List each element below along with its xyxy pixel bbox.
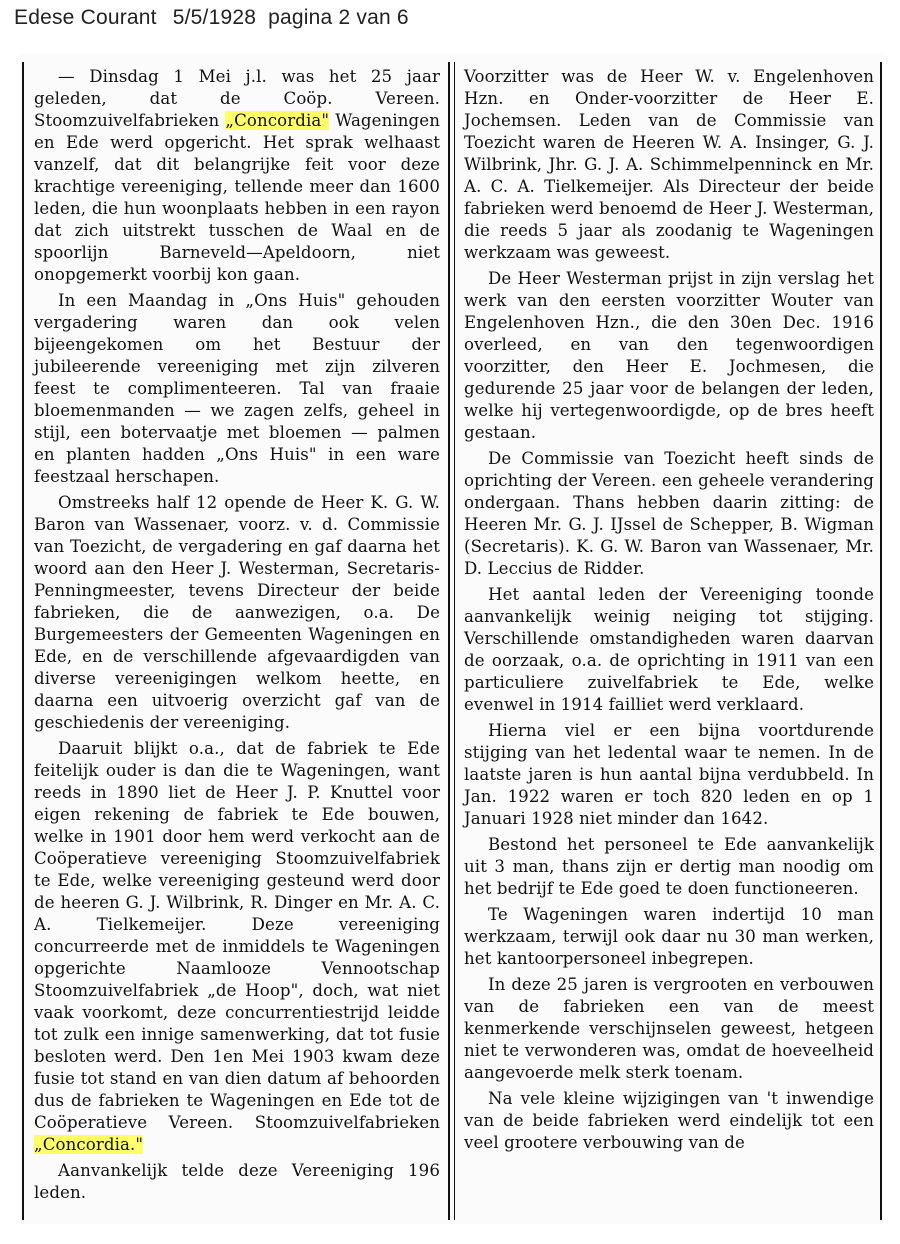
article-paragraph (34, 290, 440, 488)
paragraph-text: Na vele kleine wijzigingen van 't inwendige van de beide fabrieken werd eindelijk tot een veel grootere verbouwing van de (464, 1089, 874, 1152)
paragraph-text: Wageningen en Ede werd opgericht. Het sprak welhaast vanzelf, dat dit belangrijke feit voor deze krachtige vereeniging, tellende meer dan 1600 leden, die hun woonplaats hebben in een rayon dat zich uitstrekt tusschen de Waal en de spoorlijn Barneveld—Apeldoorn, niet onopgemerkt voorbij kon gaan. (34, 111, 440, 284)
center-column-rule-thin (454, 62, 455, 1220)
paragraph-text: In een Maandag in „Ons Huis" gehouden vergadering waren dan ook velen bijeengekomen om het Bestuur der jubileerende vereeniging met zijn zilveren feest te complimenteeren. Tal van fraaie bloemenmanden — we zagen zelfs, geheel in stijl, een botervaatje met bloemen — palmen en planten hadden „Ons Huis" in een ware feestzaal herschapen. (34, 291, 440, 486)
paragraph-text: In deze 25 jaren is vergrooten en verbouwen van de fabrieken een van de meest kenmerkende verschijnselen geweest, hetgeen niet te verwonderen was, omdat de hoeveelheid aangevoerde melk sterk toenam. (464, 975, 874, 1082)
article-paragraph (34, 1160, 440, 1204)
center-column-rule (448, 62, 450, 1220)
paragraph-text: Bestond het personeel te Ede aanvankelijk uit 3 man, thans zijn er dertig man noodig om het bedrijf te Ede goed te doen functioneeren. (464, 835, 874, 898)
newspaper-title: Edese Courant (14, 6, 157, 29)
paragraph-text: Hierna viel er een bijna voortdurende stijging van het ledental waar te nemen. In de laatste jaren is hun aantal bijna verdubbeld. In Jan. 1922 waren er toch 820 leden en op 1 Januari 1928 niet minder dan 1642. (464, 721, 874, 828)
article-paragraph (464, 66, 874, 264)
article-paragraph (34, 66, 440, 286)
paragraph-text: Voorzitter was de Heer W. v. Engelenhoven Hzn. en Onder-voorzitter de Heer E. Jochemsen. Leden van de Commissie van Toezicht waren de Heeren W. A. Insinger, G. J. Wilbrink, Jhr. G. J. A. Schimmelpenninck en Mr. A. C. A. Tielkemeijer. Als Directeur der beide fabrieken werd benoemd de Heer J. Westerman, die reeds 5 jaar als zoodanig te Wageningen werkzaam was geweest. (464, 67, 874, 262)
article-paragraph (464, 448, 874, 580)
article-paragraph (464, 974, 874, 1084)
publication-date: 5/5/1928 (172, 6, 257, 29)
page-indicator: pagina 2 van 6 (268, 6, 409, 29)
paragraph-text: Aanvankelijk telde deze Vereeniging 196 leden. (34, 1161, 440, 1202)
article-paragraph (464, 834, 874, 900)
article-paragraph (464, 904, 874, 970)
article-paragraph (464, 720, 874, 830)
paragraph-text: Het aantal leden der Vereeniging toonde aanvankelijk weinig neiging tot stijging. Verschillende omstandigheden waren daarvan de oorzaak, o.a. de oprichting in 1911 van een particuliere zuivelfabriek te Ede, welke evenwel in 1914 failliet werd verklaard. (464, 585, 874, 714)
article-paragraph (464, 1088, 874, 1154)
highlighted-term: „Concordia" (225, 111, 330, 130)
article-paragraph (464, 584, 874, 716)
article-paragraph (464, 268, 874, 444)
paragraph-text: Daaruit blijkt o.a., dat de fabriek te Ede feitelijk ouder is dan die te Wageningen, want reeds in 1890 liet de Heer J. P. Knuttel voor eigen rekening de fabriek te Ede bouwen, welke in 1901 door hem werd verkocht aan de Coöperatieve vereeniging Stoomzuivelfabriek te Ede, welke vereeniging gesteund werd door de heeren G. J. Wilbrink, R. Dinger en Mr. A. C. A. Tielkemeijer. Deze vereeniging concurreerde met de inmiddels te Wageningen opgerichte Naamlooze Vennootschap Stoomzuivelfabriek „de Hoop", doch, wat niet vaak voorkomt, deze concurrentiestrijd leidde tot zulk een innige samenwerking, dat tot fusie besloten werd. Den 1en Mei 1903 kwam deze fusie tot stand en van dien datum af behoorden dus de fabrieken te Wageningen en Ede tot de Coöperatieve Vereen. Stoomzuivelfabrieken (34, 739, 440, 1132)
paragraph-text: De Heer Westerman prijst in zijn verslag het werk van den eersten voorzitter Wouter van Engelenhoven Hzn., die den 30en Dec. 1916 overleed, en van den tegenwoordigen voorzitter, den Heer E. Jochmesen, die gedurende 25 jaar voor de belangen der leden, welke hij vertegenwoordigde, op de bres heeft gestaan. (464, 269, 874, 442)
article-paragraph (34, 738, 440, 1156)
highlighted-term: „Concordia." (34, 1135, 144, 1154)
paragraph-text: — Dinsdag 1 Mei j.l. was het 25 jaar geleden, dat de Coöp. Vereen. Stoomzuivelfabrieken (34, 67, 440, 130)
article-column-left (34, 66, 440, 1204)
paragraph-text: De Commissie van Toezicht heeft sinds de oprichting der Vereen. een geheele verandering ondergaan. Thans hebben daarin zitting: de Heeren Mr. G. J. IJssel de Schepper, B. Wigman (Secretaris). K. G. W. Baron van Wassenaer, Mr. D. Leccius de Ridder. (464, 449, 874, 578)
right-column-rule (880, 62, 882, 1220)
article-paragraph (34, 492, 440, 734)
document-header (14, 6, 409, 30)
left-column-rule (22, 62, 24, 1220)
article-column-right (464, 66, 874, 1154)
paragraph-text: Omstreeks half 12 opende de Heer K. G. W. Baron van Wassenaer, voorz. v. d. Commissie van Toezicht, de vergadering en gaf daarna het woord aan den Heer J. Westerman, Secretaris-Penningmeester, tevens Directeur der beide fabrieken, die de aanwezigen, o.a. De Burgemeesters der Gemeenten Wageningen en Ede, en de verschillende afgevaardigden van diverse vereenigingen welkom heette, en daarna een uitvoerig overzicht gaf van de geschiedenis der vereeniging. (34, 493, 440, 732)
paragraph-text: Te Wageningen waren indertijd 10 man werkzaam, terwijl ook daar nu 30 man werken, het kantoorpersoneel inbegrepen. (464, 905, 874, 968)
